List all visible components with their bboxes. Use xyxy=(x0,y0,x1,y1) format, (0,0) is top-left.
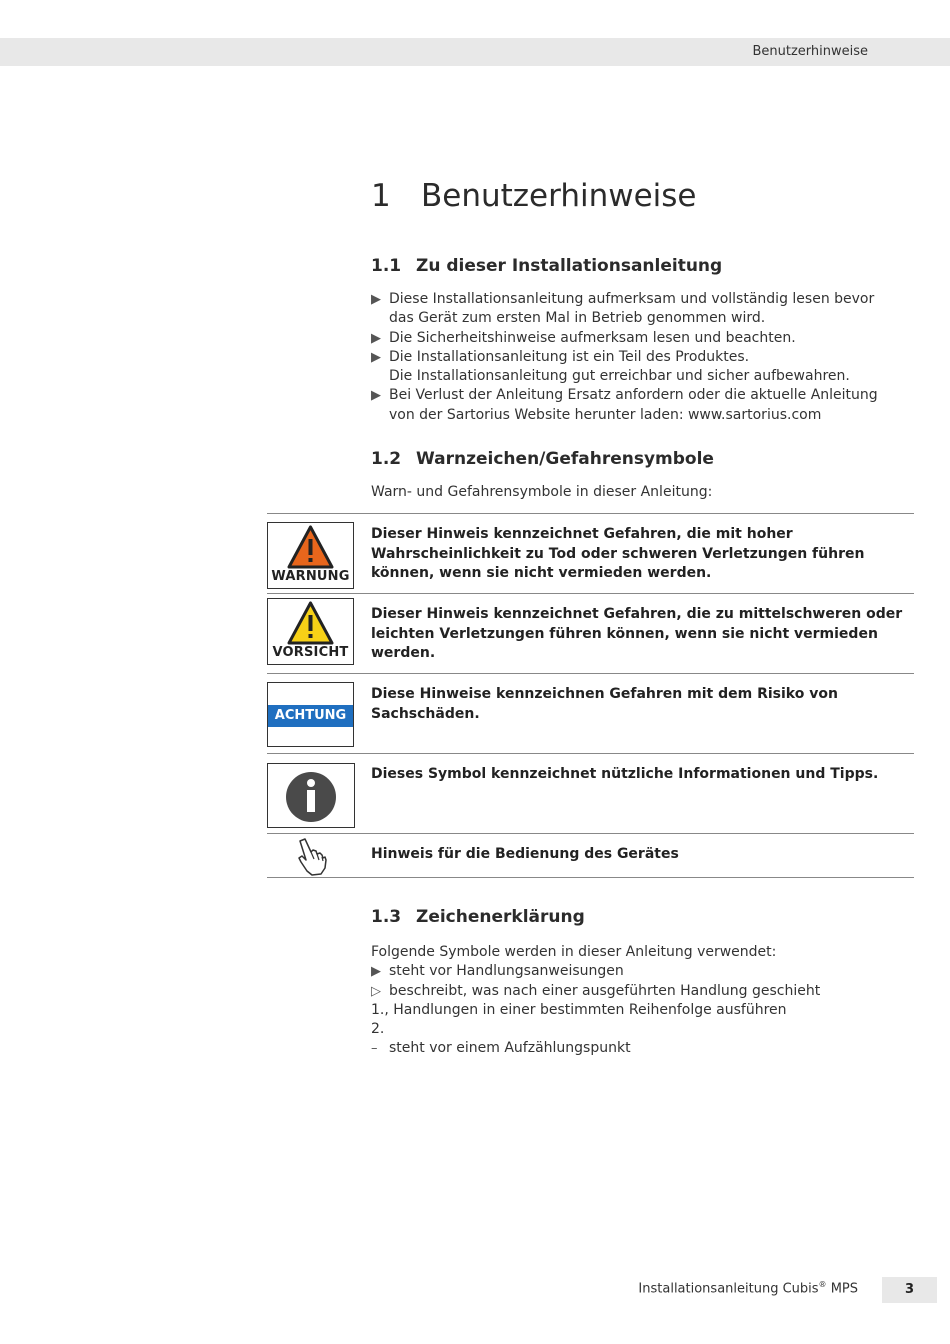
caution-symbol-box xyxy=(267,598,354,665)
outline-arrow-icon: ▷ xyxy=(371,983,381,999)
legend-item xyxy=(371,1020,891,1039)
operation-hint-description: Hinweis für die Bedienung des Gerätes xyxy=(371,846,679,862)
numbered-mark: 2. xyxy=(371,1021,385,1038)
notice-symbol-box xyxy=(267,682,354,747)
list-item-line: Die Installationsanleitung gut erreichbar und sicher aufbewahren. xyxy=(389,368,850,385)
table-rule xyxy=(267,513,914,514)
arrow-bullet-icon: ▶ xyxy=(371,292,381,307)
arrow-bullet-icon: ▶ xyxy=(371,388,381,404)
caution-label: VORSICHT xyxy=(272,645,349,660)
page-number: 3 xyxy=(882,1277,937,1303)
legend-item xyxy=(371,962,891,981)
table-rule xyxy=(267,877,914,878)
footer-doc-title xyxy=(638,1280,858,1296)
list-item xyxy=(371,329,891,348)
numbered-mark: 1., xyxy=(371,1001,389,1018)
section-intro: Warn- und Gefahrensymbole in dieser Anleitung: xyxy=(371,484,713,500)
dash-bullet-icon: – xyxy=(371,1041,378,1057)
notice-description: Diese Hinweise kennzeichnen Gefahren mit dem Risiko von Sachschäden. xyxy=(371,686,838,722)
table-rule xyxy=(267,753,914,754)
list-item-line: das Gerät zum ersten Mal in Betrieb genommen wird. xyxy=(389,310,766,327)
list-item xyxy=(371,290,891,329)
symbol-legend xyxy=(371,943,891,1059)
section-number: 1.3 xyxy=(371,907,402,927)
section-heading-1-1 xyxy=(371,256,722,276)
running-header-title: Benutzerhinweise xyxy=(752,44,868,59)
section-heading-1-3 xyxy=(371,907,585,927)
section-title: Zu dieser Installationsanleitung xyxy=(416,256,723,276)
filled-arrow-icon: ▶ xyxy=(371,964,381,980)
table-rule xyxy=(267,673,914,674)
legend-item-text: steht vor einem Aufzählungspunkt xyxy=(389,1040,631,1057)
list-item-line: von der Sartorius Website herunter laden: www.sartorius.com xyxy=(389,406,822,423)
caution-triangle-icon xyxy=(268,601,353,649)
warning-triangle-icon xyxy=(268,525,353,573)
notice-label: ACHTUNG xyxy=(268,705,353,727)
table-rule xyxy=(267,593,914,594)
table-rule xyxy=(267,833,914,834)
list-item xyxy=(371,348,891,387)
caution-description: Dieser Hinweis kennzeichnet Gefahren, die zu mittelschweren oder leichten Verletzungen führen können, wenn sie nicht vermieden werden. xyxy=(371,606,903,661)
section-heading-1-2 xyxy=(371,449,714,469)
warning-symbol-box xyxy=(267,522,354,589)
list-item-line: Die Sicherheitshinweise aufmerksam lesen und beachten. xyxy=(389,329,796,346)
section-number: 1.2 xyxy=(371,449,402,469)
legend-item-text: Handlungen in einer bestimmten Reihenfolge ausführen xyxy=(393,1001,787,1018)
legend-item xyxy=(371,982,891,1001)
legend-intro: Folgende Symbole werden in dieser Anleitung verwendet: xyxy=(371,944,777,960)
info-icon xyxy=(268,764,354,827)
section-title: Zeichenerklärung xyxy=(416,907,585,927)
instruction-list xyxy=(371,290,891,425)
list-item-line: Bei Verlust der Anleitung Ersatz anfordern oder die aktuelle Anleitung xyxy=(389,387,878,404)
legend-item xyxy=(371,1001,891,1020)
section-number: 1.1 xyxy=(371,256,402,276)
pointing-hand-icon xyxy=(294,838,328,876)
list-item xyxy=(371,386,891,425)
chapter-title-text: Benutzerhinweise xyxy=(421,178,697,214)
warning-description: Dieser Hinweis kennzeichnet Gefahren, die mit hoher Wahrscheinlichkeit zu Tod oder schweren Verletzungen führen können, wenn sie nicht vermieden werden. xyxy=(371,526,865,581)
registered-mark: ® xyxy=(818,1280,827,1289)
chapter-number: 1 xyxy=(371,178,391,214)
list-item-line: Die Installationsanleitung ist ein Teil des Produktes. xyxy=(389,348,750,365)
list-item-line: Diese Installationsanleitung aufmerksam und vollständig lesen bevor xyxy=(389,291,875,307)
running-header xyxy=(0,38,950,66)
arrow-bullet-icon: ▶ xyxy=(371,349,381,365)
legend-item xyxy=(371,1039,891,1058)
info-symbol-box xyxy=(267,763,355,828)
footer-title-suffix: MPS xyxy=(830,1281,858,1297)
legend-item-text: beschreibt, was nach einer ausgeführten Handlung geschieht xyxy=(389,982,821,999)
chapter-title xyxy=(371,178,697,214)
info-description: Dieses Symbol kennzeichnet nützliche Informationen und Tipps. xyxy=(371,766,879,782)
legend-item-text: steht vor Handlungsanweisungen xyxy=(389,963,624,980)
footer-title-text: Installationsanleitung Cubis xyxy=(638,1281,819,1297)
section-title: Warnzeichen/Gefahrensymbole xyxy=(416,449,714,469)
arrow-bullet-icon: ▶ xyxy=(371,330,381,346)
warning-label: WARNUNG xyxy=(271,569,350,584)
